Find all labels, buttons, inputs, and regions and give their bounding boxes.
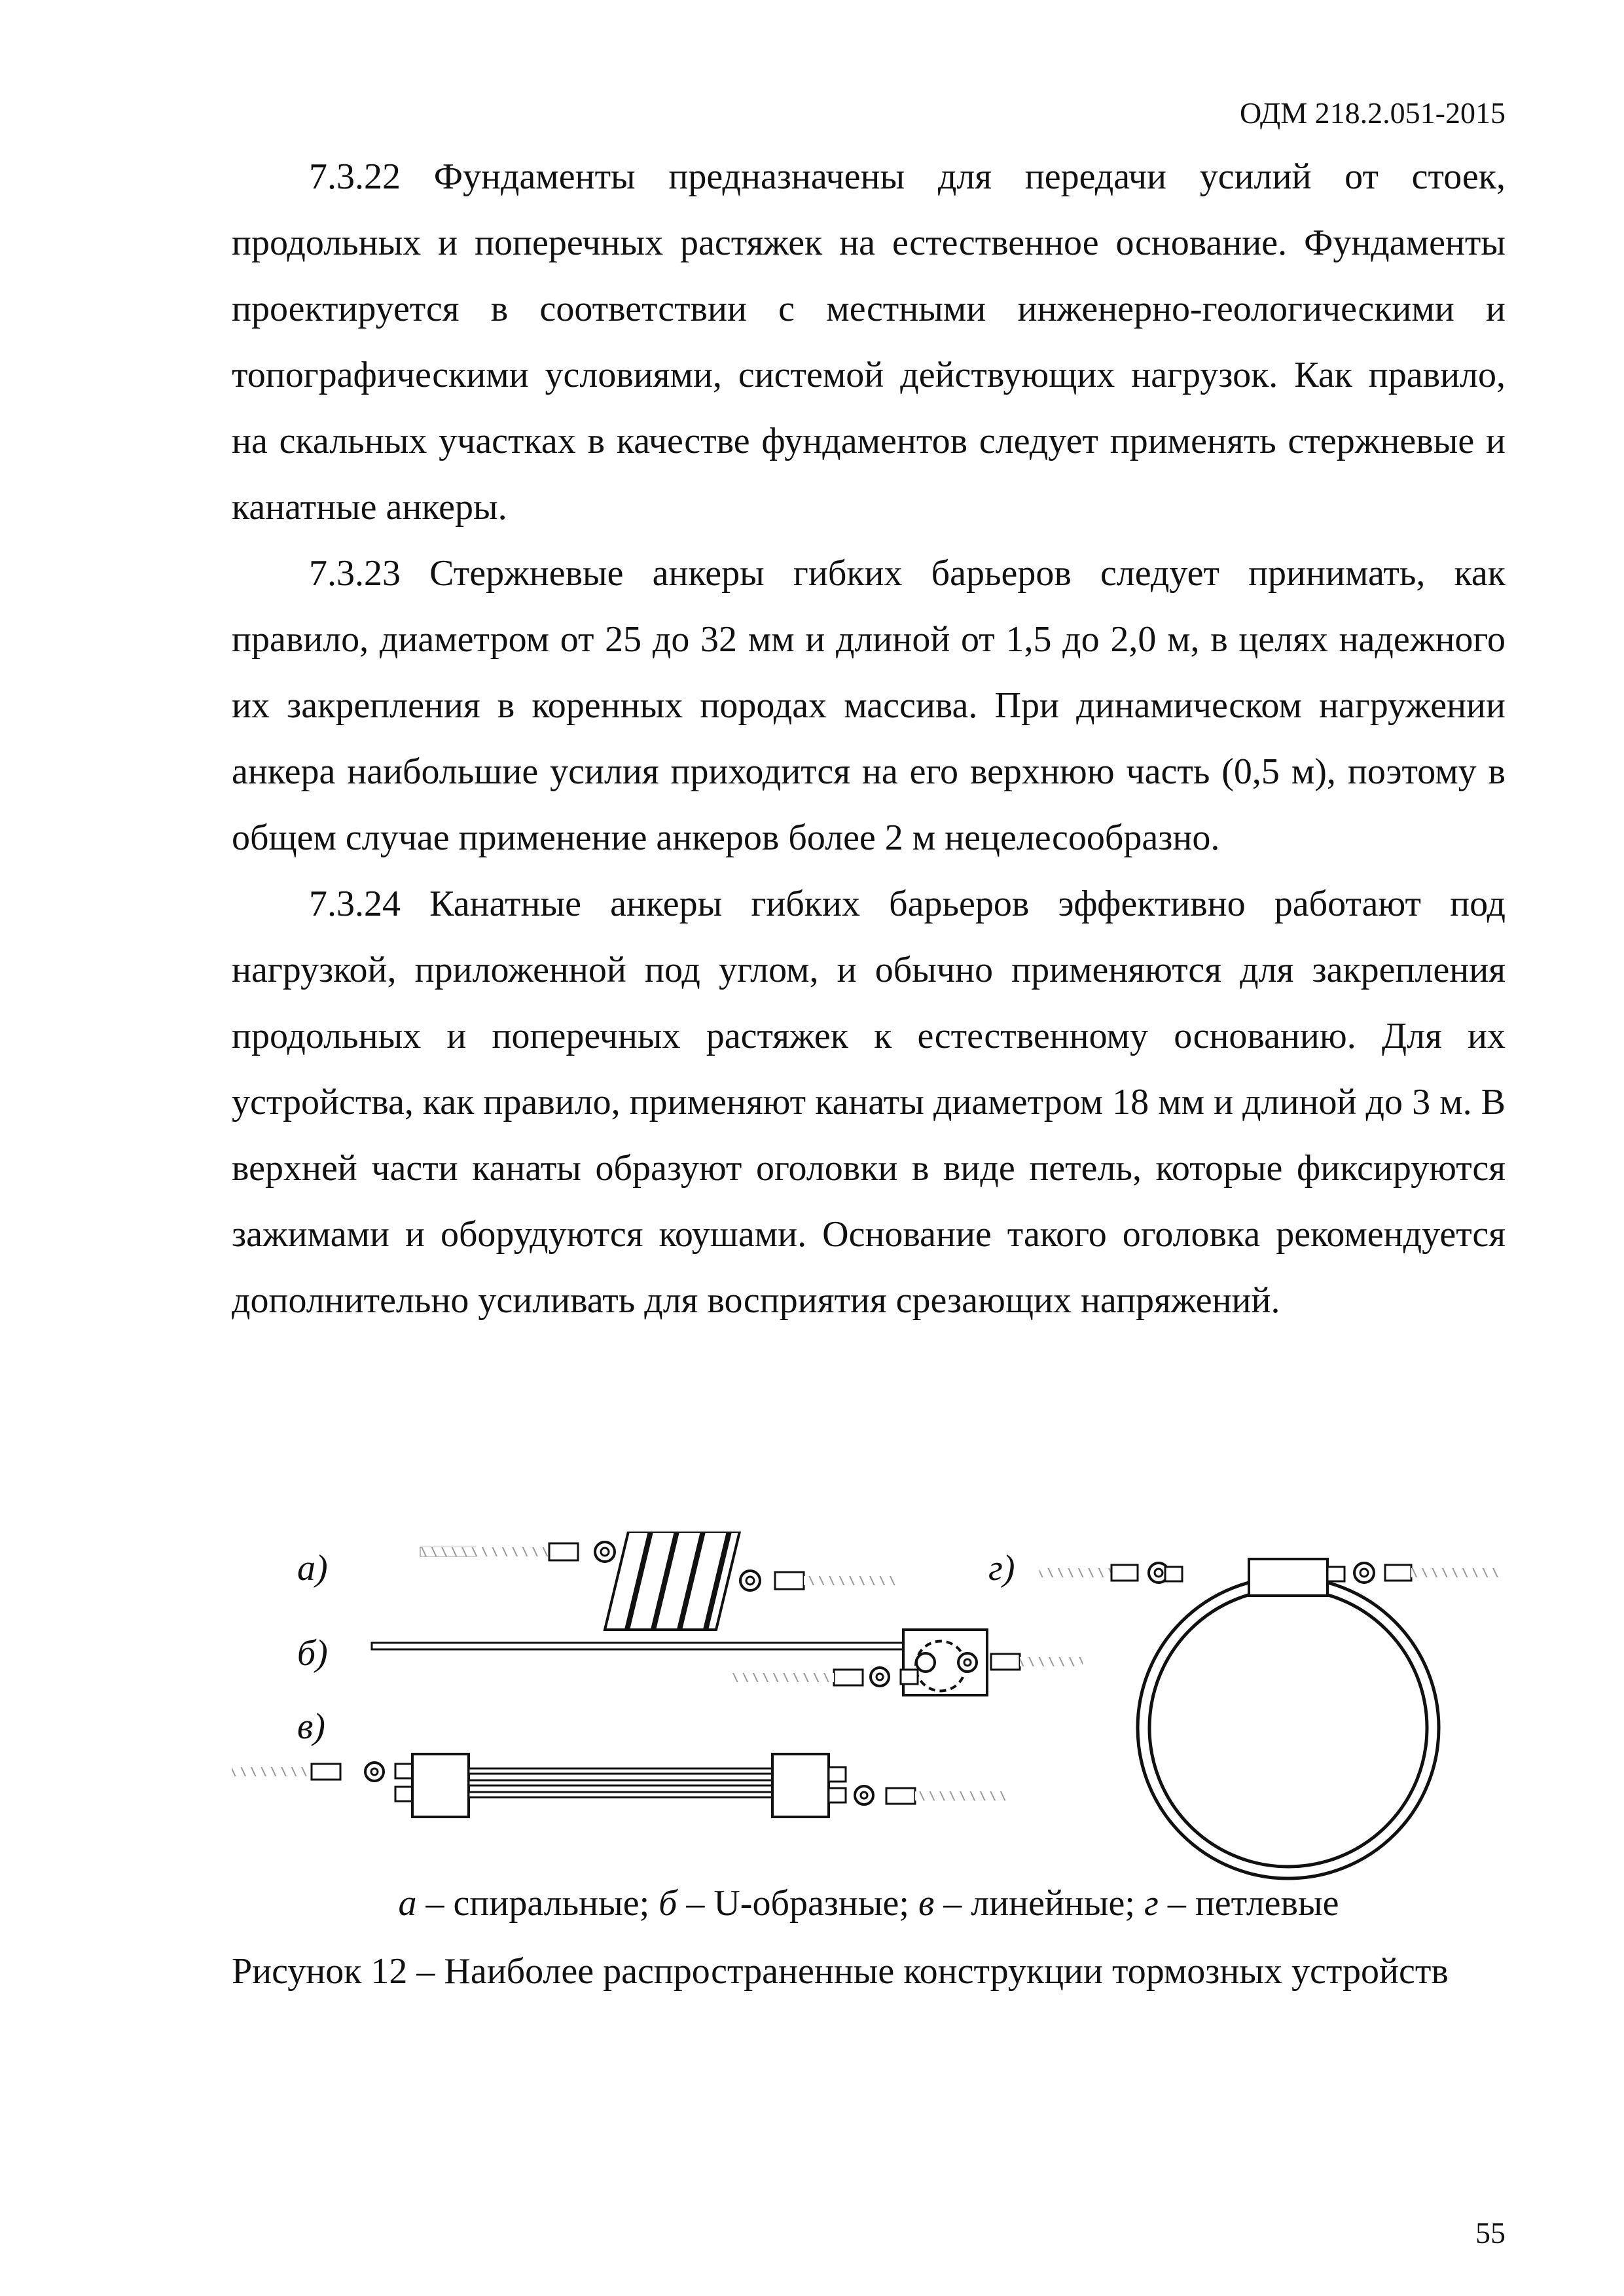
label-v: в) (297, 1706, 325, 1747)
legend-key-v: в (918, 1883, 935, 1924)
document-code: ОДМ 218.2.051-2015 (1239, 96, 1506, 130)
paragraph-7-3-24: 7.3.24 Канатные анкеры гибких барьеров эффективно работают под нагрузкой, приложенной под углом, и обычно применяются для закрепления продольных и поперечных растяжек к естественному основанию. Для их устройства, как правило, применяют канаты диаметром 18 мм и длиной до 3 м. В верхней части канаты образуют оголовки в виде петель, которые фиксируются зажимами и оборудуются коушами. Основание такого оголовка рекомендуется дополнительно усиливать для восприятия срезающих напряжений. (232, 884, 1506, 1321)
legend-key-g: г (1144, 1883, 1159, 1924)
label-g: г) (988, 1548, 1015, 1588)
figure-caption: Рисунок 12 – Наиболее распространенные конструкции тормозных устройств (232, 1951, 1449, 1992)
spiral-brake (422, 1532, 895, 1630)
legend-text-g: – петлевые (1158, 1883, 1339, 1924)
linear-brake (232, 1754, 1007, 1817)
paragraph-7-3-22: 7.3.22 Фундаменты предназначены для передачи усилий от стоек, продольных и поперечных растяжек на естественное основание. Фундаменты проектируется в соответствии с местными инженерно-геологическими и топографическими условиями, системой действующих нагрузок. Как правило, на скальных участках в качестве фундаментов следует применять стержневые и канатные анкеры. (232, 156, 1506, 528)
label-b: б) (297, 1633, 328, 1674)
page-number: 55 (1475, 2216, 1506, 2250)
legend-text-b: – U-образные; (677, 1883, 918, 1924)
figure-brake-devices (232, 1532, 1506, 1924)
legend-text-v: – линейные; (934, 1883, 1144, 1924)
legend-key-a: а (398, 1883, 417, 1924)
body-text (232, 144, 1506, 1334)
loop-brake (1039, 1559, 1499, 1878)
paragraph-7-3-23: 7.3.23 Стержневые анкеры гибких барьеров следует принимать, как правило, диаметром от 25 до 32 мм и длиной от 1,5 до 2,0 м, в целях надежного их закрепления в коренных породах массива. При динамическом нагружении анкера наибольшие усилия приходится на его верхнюю часть (0,5 м), поэтому в общем случае применение анкеров более 2 м нецелесообразно. (232, 553, 1506, 858)
legend-text-a: – спиральные; (416, 1883, 659, 1924)
u-shaped-brake (372, 1630, 1083, 1695)
label-a: а) (297, 1548, 328, 1588)
figure-legend (232, 1885, 1506, 1922)
legend-key-b: б (659, 1883, 677, 1924)
brake-devices-detail (232, 1532, 1506, 1924)
